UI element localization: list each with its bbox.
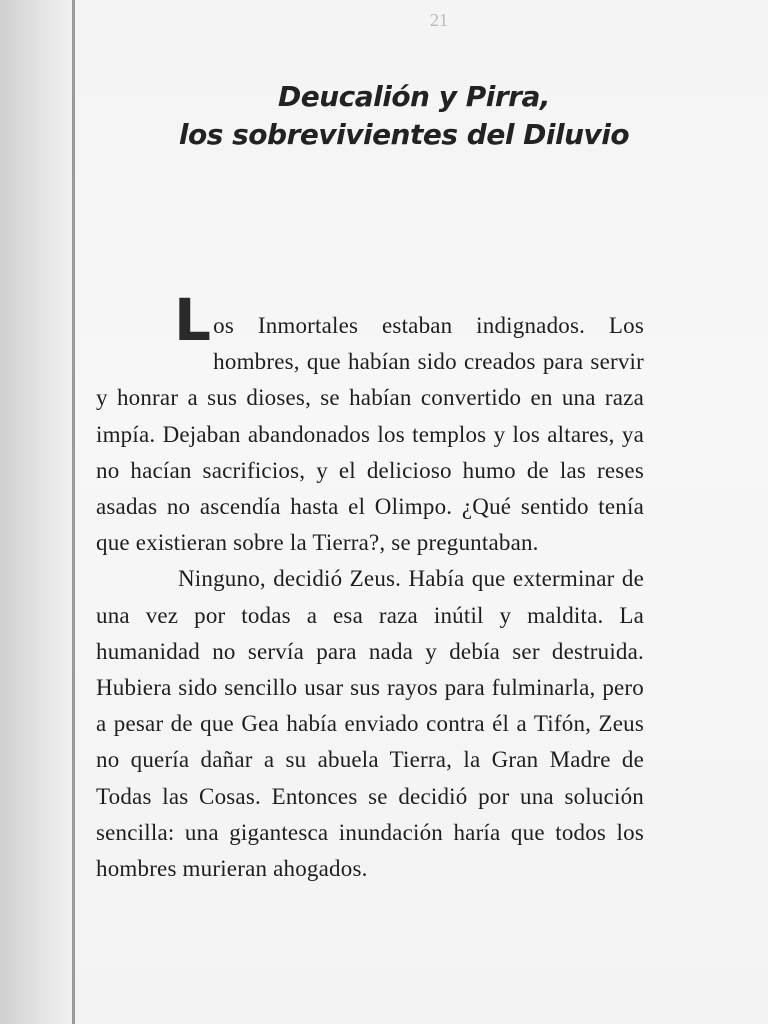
chapter-title-line-2: los sobrevivientes del Diluvio (178, 118, 630, 151)
paragraph-1 (96, 286, 644, 561)
paragraph-2 (96, 561, 644, 887)
drop-cap: L (174, 286, 212, 354)
chapter-title (0, 78, 768, 154)
paragraph-2-text: Ninguno, decidió Zeus. Había que exterminar de una vez por todas a esa raza inútil y maldita. La humanidad no servía para nada y debía ser destruida. Hubiera sido sencillo usar sus rayos para fulminarla, pero a pesar de que Gea había enviado contra él a Tifón, Zeus no quería dañar a su abuela Tierra, la Gran Madre de Todas las Cosas. Entonces se decidió por una solución sencilla: una gigantesca inundación haría que todos los hombres murieran ahogados. (96, 566, 644, 882)
page-number: 21 (430, 10, 448, 30)
paragraph-1-text: os Inmortales estaban indignados. Los hombres, que habían sido creados para servir y honrar a sus dioses, se habían convertido en una raza impía. Dejaban abandonados los templos y los altares, ya no hacían sacrificios, y el delicioso humo de las reses asadas no ascendía hasta el Olimpo. ¿Qué sentido tenía que existieran sobre la Tierra?, se preguntaban. (96, 313, 644, 556)
chapter-title-line-1: Deucalión y Pirra, (277, 80, 551, 113)
chapter-body (96, 286, 644, 887)
